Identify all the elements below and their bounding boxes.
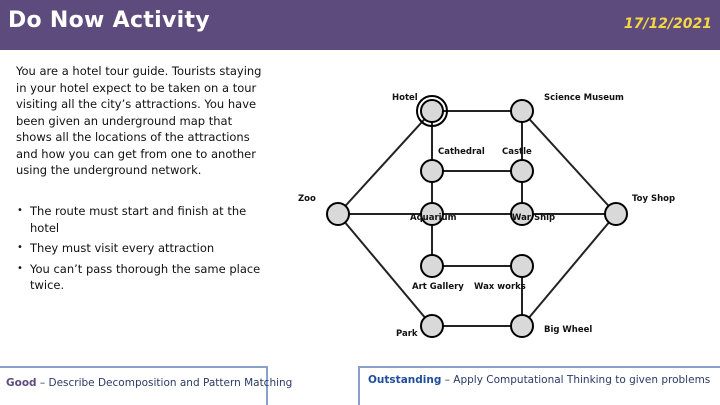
station-art-gallery <box>421 255 443 277</box>
label-castle: Castle <box>502 147 532 157</box>
header-bar <box>0 0 720 50</box>
page-title: Do Now Activity <box>8 8 210 33</box>
station-zoo <box>327 203 349 225</box>
station-toy-shop <box>605 203 627 225</box>
station-wax-works <box>511 255 533 277</box>
footer-outstanding-box <box>358 366 720 405</box>
label-science-museum: Science Museum <box>544 93 624 103</box>
outstanding-label: Outstanding <box>368 374 442 386</box>
edge-hotel-zoo <box>338 111 432 214</box>
footer-good-box <box>0 366 293 405</box>
station-hotel <box>421 100 443 122</box>
rules-list <box>16 203 266 298</box>
label-hotel: Hotel <box>392 93 418 103</box>
date-label: 17/12/2021 <box>623 16 712 32</box>
label-aquarium: Aquarium <box>410 213 457 223</box>
intro-paragraph: You are a hotel tour guide. Tourists staying in your hotel expect to be taken on a tour visiting all the city’s attractions. You have been given an underground map that shows all the locations of the attractions and how you can get from one to another using the underground network. <box>16 64 262 177</box>
footer-good-text <box>6 377 292 389</box>
label-war-ship: War Ship <box>512 213 556 223</box>
label-park: Park <box>396 329 418 339</box>
label-wax-works: Wax works <box>474 282 526 292</box>
station-science-museum <box>511 100 533 122</box>
station-cathedral <box>421 160 443 182</box>
station-castle <box>511 160 533 182</box>
label-toy-shop: Toy Shop <box>632 194 676 204</box>
footer-outstanding-text <box>368 374 710 386</box>
edge-zoo-park <box>338 214 432 326</box>
label-big-wheel: Big Wheel <box>544 325 593 335</box>
station-park <box>421 315 443 337</box>
label-art-gallery: Art Gallery <box>412 282 464 292</box>
underground-map <box>290 84 710 354</box>
good-label: Good <box>6 377 37 389</box>
label-cathedral: Cathedral <box>438 147 485 157</box>
rule-item: • They must visit every attraction <box>16 240 266 257</box>
rule-item: • The route must start and finish at the hotel <box>16 203 266 236</box>
rule-item: • You can’t pass thorough the same place twice. <box>16 261 266 294</box>
edge-toyshop-bigwheel <box>522 214 616 326</box>
edge-sciencemuseum-toyshop <box>522 111 616 214</box>
label-zoo: Zoo <box>298 194 316 204</box>
outstanding-description: – Apply Computational Thinking to given problems <box>441 374 711 386</box>
station-big-wheel <box>511 315 533 337</box>
map-stations <box>327 96 627 337</box>
good-description: – Describe Decomposition and Pattern Matching <box>36 377 293 389</box>
map-edges <box>338 111 616 326</box>
